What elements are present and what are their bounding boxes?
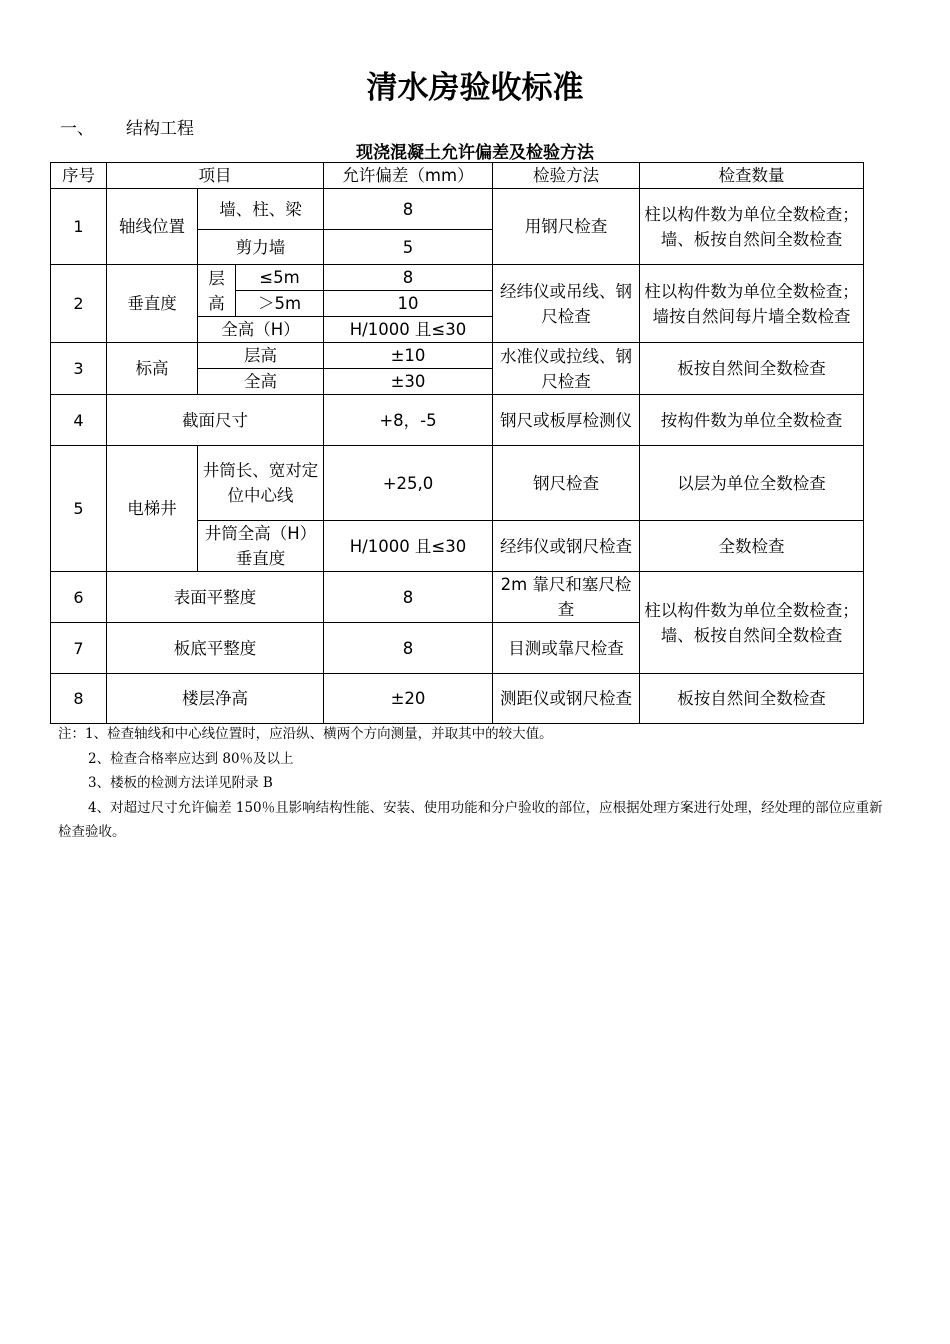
method-cell: 2m 靠尺和塞尺检查: [493, 572, 640, 623]
row-number: 2: [51, 265, 107, 343]
tolerance-cell: ±20: [324, 674, 493, 724]
sub-item-cell: 井筒全高（H）垂直度: [198, 521, 324, 572]
item-cell: 电梯井: [107, 446, 198, 572]
section-heading: [60, 114, 194, 139]
tolerance-cell: H/1000 且≤30: [324, 521, 493, 572]
condition-cell: ≤5m: [236, 265, 324, 291]
row-number: 1: [51, 189, 107, 265]
item-cell: 板底平整度: [107, 623, 324, 674]
sub-item-cell: 剪力墙: [198, 230, 324, 265]
quantity-cell: 柱以构件数为单位全数检查；墙按自然间每片墙全数检查: [640, 265, 864, 343]
table-row: [51, 674, 864, 724]
row-number: 6: [51, 572, 107, 623]
table-row: [51, 395, 864, 446]
tolerance-cell: +8，-5: [324, 395, 493, 446]
item-cell: 截面尺寸: [107, 395, 324, 446]
page-title: 清水房验收标准: [366, 70, 584, 106]
header-item: 项目: [107, 163, 324, 189]
note-3: 3、楼板的检测方法详见附录 B: [88, 775, 273, 791]
method-cell: 测距仪或钢尺检查: [493, 674, 640, 724]
tolerance-table: [50, 162, 864, 724]
item-cell: 轴线位置: [107, 189, 198, 265]
table-header-row: [51, 163, 864, 189]
note-4: 4、对超过尺寸允许偏差 150％且影响结构性能、安装、使用功能和分户验收的部位，应根据处理方案进行处理，经处理的部位应重新检查验收。: [58, 799, 883, 840]
quantity-cell: 柱以构件数为单位全数检查；墙、板按自然间全数检查: [640, 572, 864, 674]
method-cell: 水准仪或拉线、钢尺检查: [493, 343, 640, 395]
tolerance-cell: 8: [324, 623, 493, 674]
quantity-cell: 柱以构件数为单位全数检查；墙、板按自然间全数检查: [640, 189, 864, 265]
tolerance-cell: +25,0: [324, 446, 493, 521]
floor-height-cell: 层高: [198, 265, 236, 317]
table-row: [51, 572, 864, 623]
method-cell: 目测或靠尺检查: [493, 623, 640, 674]
table-caption: 现浇混凝土允许偏差及检验方法: [356, 143, 594, 163]
method-cell: 经纬仪或钢尺检查: [493, 521, 640, 572]
sub-item-cell: 层高: [198, 343, 324, 369]
row-number: 8: [51, 674, 107, 724]
tolerance-cell: 8: [324, 189, 493, 230]
method-cell: 经纬仪或吊线、钢尺检查: [493, 265, 640, 343]
method-cell: 钢尺检查: [493, 446, 640, 521]
item-cell: 表面平整度: [107, 572, 324, 623]
row-number: 3: [51, 343, 107, 395]
quantity-cell: 板按自然间全数检查: [640, 674, 864, 724]
condition-cell: ＞5m: [236, 291, 324, 317]
section-label: 结构工程: [126, 119, 194, 139]
item-cell: 楼层净高: [107, 674, 324, 724]
tolerance-cell: ±10: [324, 343, 493, 369]
note-2: 2、检查合格率应达到 80％及以上: [88, 750, 294, 767]
header-method: 检验方法: [493, 163, 640, 189]
sub-item-cell: 井筒长、宽对定位中心线: [198, 446, 324, 521]
tolerance-cell: 8: [324, 572, 493, 623]
tolerance-cell: 8: [324, 265, 493, 291]
tolerance-cell: H/1000 且≤30: [324, 317, 493, 343]
tolerance-cell: 5: [324, 230, 493, 265]
sub-item-cell: 墙、柱、梁: [198, 189, 324, 230]
quantity-cell: 全数检查: [640, 521, 864, 572]
notes: [58, 722, 894, 845]
sub-item-cell: 全高（H）: [198, 317, 324, 343]
header-quantity: 检查数量: [640, 163, 864, 189]
sub-item-cell: 全高: [198, 369, 324, 395]
quantity-cell: 以层为单位全数检查: [640, 446, 864, 521]
item-cell: 垂直度: [107, 265, 198, 343]
method-cell: 用钢尺检查: [493, 189, 640, 265]
table-row: [51, 265, 864, 291]
table-row: [51, 446, 864, 521]
quantity-cell: 板按自然间全数检查: [640, 343, 864, 395]
quantity-cell: 按构件数为单位全数检查: [640, 395, 864, 446]
row-number: 5: [51, 446, 107, 572]
method-cell: 钢尺或板厚检测仪: [493, 395, 640, 446]
tolerance-cell: ±30: [324, 369, 493, 395]
item-cell: 标高: [107, 343, 198, 395]
row-number: 7: [51, 623, 107, 674]
table-row: [51, 343, 864, 369]
section-number: 一、: [60, 119, 94, 139]
table-row: [51, 189, 864, 230]
row-number: 4: [51, 395, 107, 446]
header-no: 序号: [51, 163, 107, 189]
header-tolerance: 允许偏差（mm）: [324, 163, 493, 189]
note-1: 注：1、检查轴线和中心线位置时，应沿纵、横两个方向测量，并取其中的较大值。: [58, 726, 553, 742]
tolerance-cell: 10: [324, 291, 493, 317]
